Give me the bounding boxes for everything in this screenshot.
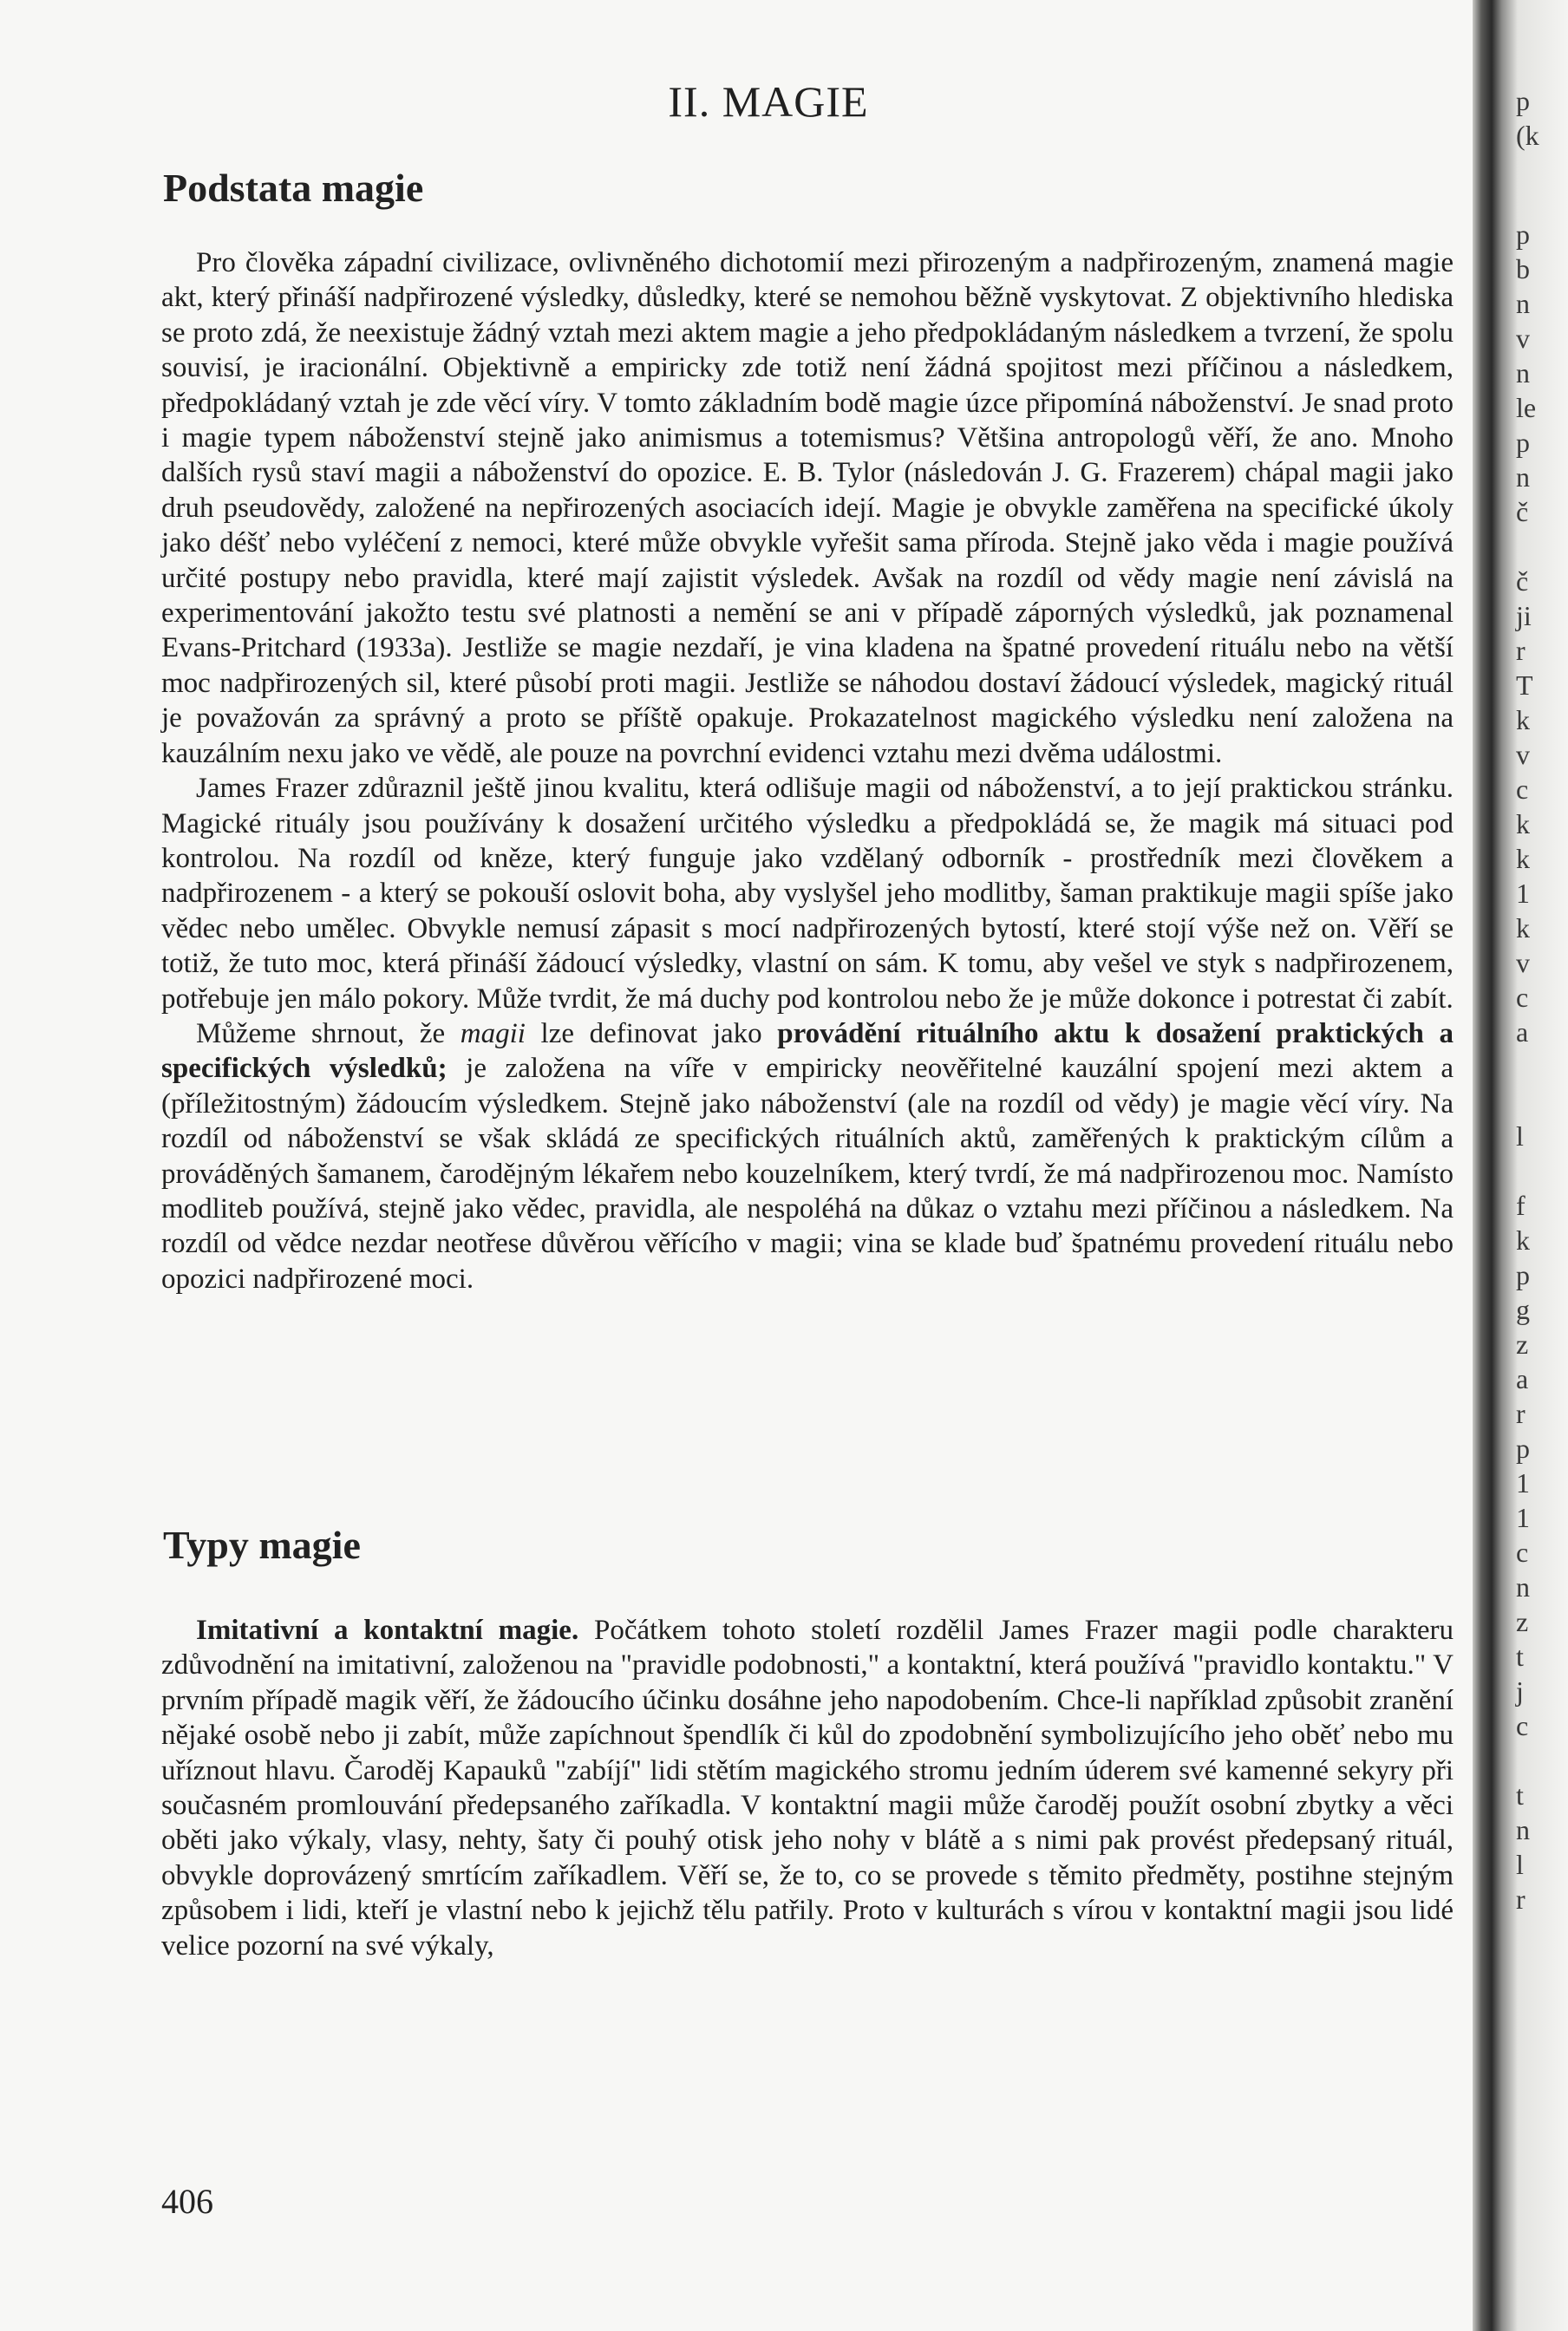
text-run: Počátkem tohoto století rozdělil James Frazer magii podle charakteru zdůvodnění na imitativní, založenou na "pravidle podobnosti," a kontaktní, která používá "pravidlo kontaktu." V prvním případě magik věří, že žádoucího účinku dosáhne jeho napodobením. Chce-li například způsobit zranění nějaké osobě nebo ji zabít, může zapíchnout špendlík či kůl do zpodobnění symbolizujícího jeho oběť nebo mu uříznout hlavu. Čaroděj Kapauků "zabíjí" lidi stětím magického stromu jedním úderem své kamenné sekyry při současném promlouvání předepsaného zaříkadla. V kontaktní magii může čaroděj použít osobní zbytky a věci oběti jako výkaly, vlasy, nehty, šaty či pouhý otisk jeho nohy v blátě a s nimi pak provést předepsaný rituál, obvykle doprovázený smrtícím zaříkadlem. Věří se, že to, co se provede s těmito předměty, postihne stejným způsobem i lidi, kteří je vlastní nebo k jejichž tělu patřily. Proto v kulturách s vírou v kontaktní magii jsou lidé velice pozorní na své výkaly,: [161, 1615, 1454, 1962]
section-heading-typy: Typy magie: [163, 1523, 361, 1567]
italic-term: magii: [460, 1017, 526, 1049]
run-in-subheading: Imitativní a kontaktní magie.: [196, 1615, 579, 1646]
paragraph: James Frazer zdůraznil ještě jinou kvalitu, která odlišuje magii od náboženství, a to její praktickou stránku. Magické rituály jsou používány k dosažení určitého výsledku a předpokládá se, že magik má situaci pod kontrolou. Na rozdíl od kněze, který funguje jako vzdělaný odborník - prostředník mezi člověkem a nadpřirozenem - a který se pokouší oslovit boha, aby vyslyšel jeho modlitby, šaman praktikuje magii spíše jako vědec nebo umělec. Obvykle nemusí zápasit s mocí nadpřirozených bytostí, které stojí výše než on. Věří se totiž, že tuto moc, která přináší žádoucí výsledky, vlastní on sám. K tomu, aby vešel ve styk s nadpřirozenem, potřebuje jen málo pokory. Může tvrdit, že má duchy pod kontrolou nebo že je může dokonce i potrestat či zabít.: [161, 773, 1454, 1015]
page-number: 406: [161, 2182, 213, 2221]
section-heading-podstata: Podstata magie: [163, 166, 424, 210]
text-run: Můžeme shrnout, že: [196, 1017, 461, 1049]
paragraph-definition: [161, 1016, 1454, 1296]
chapter-title: II. MAGIE: [668, 77, 869, 126]
facing-page-fragment-top: p (k: [1516, 85, 1539, 151]
section-body-typy: [161, 1613, 1454, 1963]
paragraph: Pro člověka západní civilizace, ovlivněného dichotomií mezi přirozeným a nadpřirozeným, znamená magie akt, který přináší nadpřirozené výsledky, důsledky, které se nemohou běžně vyskytovat. Z objektivního hlediska se proto zdá, že neexistuje žádný vztah mezi aktem magie a jeho předpokládaným následkem a tvrzení, že spolu souvisí, je iracionální. Objektivně a empiricky zde totiž není žádná spojitost mezi příčinou a následkem, předpokládaný vztah je zde věcí víry. V tomto základním bodě magie úzce připomíná náboženství. Je snad proto i magie typem náboženství stejně jako animismus a totemismus? Většina antropologů věří, že ano. Mnoho dalších rysů staví magii a náboženství do opozice. E. B. Tylor (následován J. G. Frazerem) chápal magii jako druh pseudovědy, založené na nepřirozených asociacích idejí. Magie je obvykle zaměřena na specifické úkoly jako déšť nebo vyléčení z nemoci, které může obvykle vyřešit sama příroda. Stejně jako věda i magie používá určité postupy nebo pravidla, které mají zajistit výsledek. Avšak na rozdíl od vědy magie není závislá na experimentování jakožto testu své platnosti a nemění se ani v případě záporných výsledků, jak poznamenal Evans-Pritchard (1933a). Jestliže se magie nezdaří, je vina kladena na špatné provedení rituálu nebo na větší moc nadpřirozených sil, které působí proti magii. Jestliže se náhodou dostaví žádoucí výsledek, magický rituál je považován za správný a proto se příště opakuje. Prokazatelnost magického výsledku není založena na kauzálním nexu jako ve vědě, ale pouze na povrchní evidenci vztahu mezi dvěma událostmi.: [161, 247, 1454, 769]
facing-page-fragment-lower: l f k p g z a r p 1 1 c n z t j c t n l r: [1516, 1120, 1530, 1915]
bold-definition: provádění rituálního aktu k dosažení praktických a specifických výsledků;: [161, 1017, 1454, 1085]
text-run: je založena na víře v empiricky neověřitelné kauzální spojení mezi aktem a (příležitostným) žádoucím výsledkem. Stejně jako náboženství (ale na rozdíl od vědy) je magie věcí víry. Na rozdíl od náboženství se však skládá ze specifických rituálních aktů, zaměřených k praktickým cílům a prováděných šamanem, čarodějným lékařem nebo kouzelníkem, který tvrdí, že má nadpřirozenou moc. Namísto modliteb používá, stejně jako vědec, pravidla, ale nespoléhá na důkaz o vztahu mezi příčinou a následkem. Na rozdíl od vědce nezdar neotřese důvěrou věřícího v magii; vina se klade buď špatnému provedení rituálu nebo opozici nadpřirozené moci.: [161, 1053, 1454, 1295]
paragraph: [161, 1613, 1454, 1963]
text-run: lze definovat jako: [525, 1017, 778, 1049]
facing-page-fragment-middle: p b n v n le p n č č ji r T k v c k k 1 k v c a: [1516, 219, 1537, 1048]
section-body-podstata: [161, 245, 1454, 1296]
